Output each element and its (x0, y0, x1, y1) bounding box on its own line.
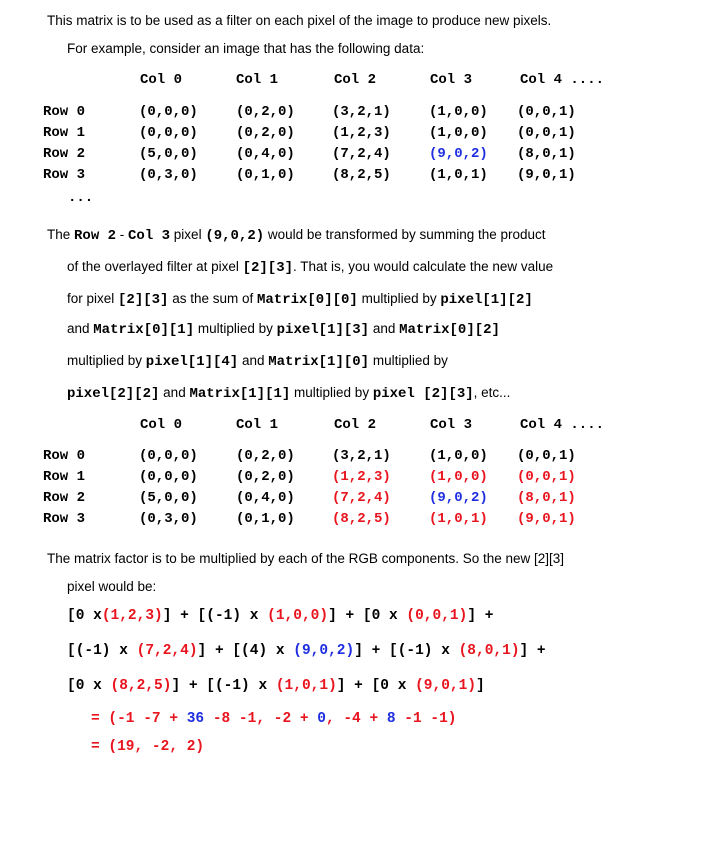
row-label: Row 0 (43, 103, 86, 120)
pixel-cell: (9,0,1) (517, 166, 576, 183)
explain-line-6: pixel[2][2] and Matrix[1][1] multiplied by pixel [2][3], etc... (67, 385, 511, 402)
equation-line-3: [0 x (8,2,5)] + [(-1) x (1,0,1)] + [0 x (9,0,1)] (67, 678, 485, 694)
pixel-cell: (1,0,0) (429, 447, 488, 464)
pixel-cell: (0,2,0) (236, 447, 295, 464)
table-row (43, 122, 597, 143)
pixel-cell: (0,0,0) (139, 124, 198, 141)
pixel-cell: (0,3,0) (139, 510, 198, 527)
col-header: Col 3 (430, 417, 473, 433)
row-label: Row 1 (43, 468, 86, 485)
pixel-cell: (8,2,5) (332, 166, 391, 183)
pixel-cell: (3,2,1) (332, 103, 391, 120)
table-row (43, 466, 597, 487)
pixel-cell: (1,0,1) (429, 166, 488, 183)
pixel-cell: (0,4,0) (236, 145, 295, 162)
col-header: Col 3 (430, 72, 473, 88)
pixel-cell: (0,0,1) (517, 103, 576, 120)
row-label: Row 3 (43, 166, 86, 183)
pixel-cell: (0,1,0) (236, 166, 295, 183)
col-header: Col 1 (236, 417, 279, 433)
col-header: Col 2 (334, 72, 377, 88)
pixel-cell: (0,0,0) (139, 103, 198, 120)
explain-line-2: of the overlayed filter at pixel [2][3]. That is, you would calculate the new value (67, 259, 554, 276)
pixel-cell-neighbor: (9,0,1) (517, 510, 576, 527)
equation-line-1: [0 x(1,2,3)] + [(-1) x (1,0,0)] + [0 x (0,0,1)] + (67, 608, 494, 624)
pixel-cell-neighbor: (1,2,3) (332, 468, 391, 485)
pixel-cell: (7,2,4) (332, 145, 391, 162)
pixel-cell-neighbor: (8,0,1) (517, 489, 576, 506)
pixel-cell: (0,0,1) (517, 124, 576, 141)
pixel-cell: (0,2,0) (236, 468, 295, 485)
pixel-cell: (1,2,3) (332, 124, 391, 141)
explain-line-3: for pixel [2][3] as the sum of Matrix[0][0] multiplied by pixel[1][2] (67, 291, 533, 308)
result-line-2: = (19, -2, 2) (91, 739, 205, 755)
pixel-cell-highlight: (9,0,2) (429, 145, 488, 162)
row-label: Row 3 (43, 510, 86, 527)
ellipsis: ... (68, 190, 94, 206)
pixel-cell: (0,2,0) (236, 103, 295, 120)
pixel-cell: (8,0,1) (517, 145, 576, 162)
pixel-cell: (1,0,0) (429, 124, 488, 141)
intro-line-1: This matrix is to be used as a filter on each pixel of the image to produce new pixels. (47, 13, 552, 28)
pixel-cell: (0,3,0) (139, 166, 198, 183)
pixel-cell-highlight: (9,0,2) (429, 489, 488, 506)
col-header: Col 2 (334, 417, 377, 433)
equation-line-2: [(-1) x (7,2,4)] + [(4) x (9,0,2)] + [(-1) x (8,0,1)] + (67, 643, 546, 659)
pixel-cell: (5,0,0) (139, 145, 198, 162)
col-header: Col 1 (236, 72, 279, 88)
col-header: Col 0 (140, 417, 183, 433)
pixel-cell: (5,0,0) (139, 489, 198, 506)
table-row (43, 445, 597, 466)
col-header: Col 4 .... (520, 417, 605, 433)
pixel-cell-neighbor: (1,0,1) (429, 510, 488, 527)
pixel-cell: (1,0,0) (429, 103, 488, 120)
table-row (43, 101, 597, 122)
explain-line-1: The Row 2 - Col 3 pixel (9,0,2) would be transformed by summing the product (47, 227, 546, 244)
intro-line-2: For example, consider an image that has the following data: (67, 41, 425, 56)
pixel-cell-neighbor: (8,2,5) (332, 510, 391, 527)
factor-line-1: The matrix factor is to be multiplied by each of the RGB components. So the new [2][3] (47, 551, 565, 566)
table-row (43, 143, 597, 164)
pixel-cell-neighbor: (0,0,1) (517, 468, 576, 485)
row-label: Row 2 (43, 145, 86, 162)
table-row (43, 508, 597, 529)
pixel-cell: (0,0,0) (139, 447, 198, 464)
pixel-cell: (0,0,0) (139, 468, 198, 485)
pixel-cell-neighbor: (1,0,0) (429, 468, 488, 485)
table-row (43, 164, 597, 185)
pixel-cell: (0,4,0) (236, 489, 295, 506)
row-label: Row 1 (43, 124, 86, 141)
col-header: Col 0 (140, 72, 183, 88)
pixel-cell: (3,2,1) (332, 447, 391, 464)
pixel-cell: (0,1,0) (236, 510, 295, 527)
row-label: Row 2 (43, 489, 86, 506)
col-header: Col 4 .... (520, 72, 605, 88)
pixel-cell: (0,0,1) (517, 447, 576, 464)
explain-line-4: and Matrix[0][1] multiplied by pixel[1][3] and Matrix[0][2] (67, 321, 500, 338)
table-row (43, 487, 597, 508)
factor-line-2: pixel would be: (67, 579, 157, 594)
explain-line-5: multiplied by pixel[1][4] and Matrix[1][0] multiplied by (67, 353, 448, 370)
pixel-cell: (0,2,0) (236, 124, 295, 141)
row-label: Row 0 (43, 447, 86, 464)
pixel-cell-neighbor: (7,2,4) (332, 489, 391, 506)
result-line-1: = (-1 -7 + 36 -8 -1, -2 + 0, -4 + 8 -1 -1) (91, 711, 457, 727)
